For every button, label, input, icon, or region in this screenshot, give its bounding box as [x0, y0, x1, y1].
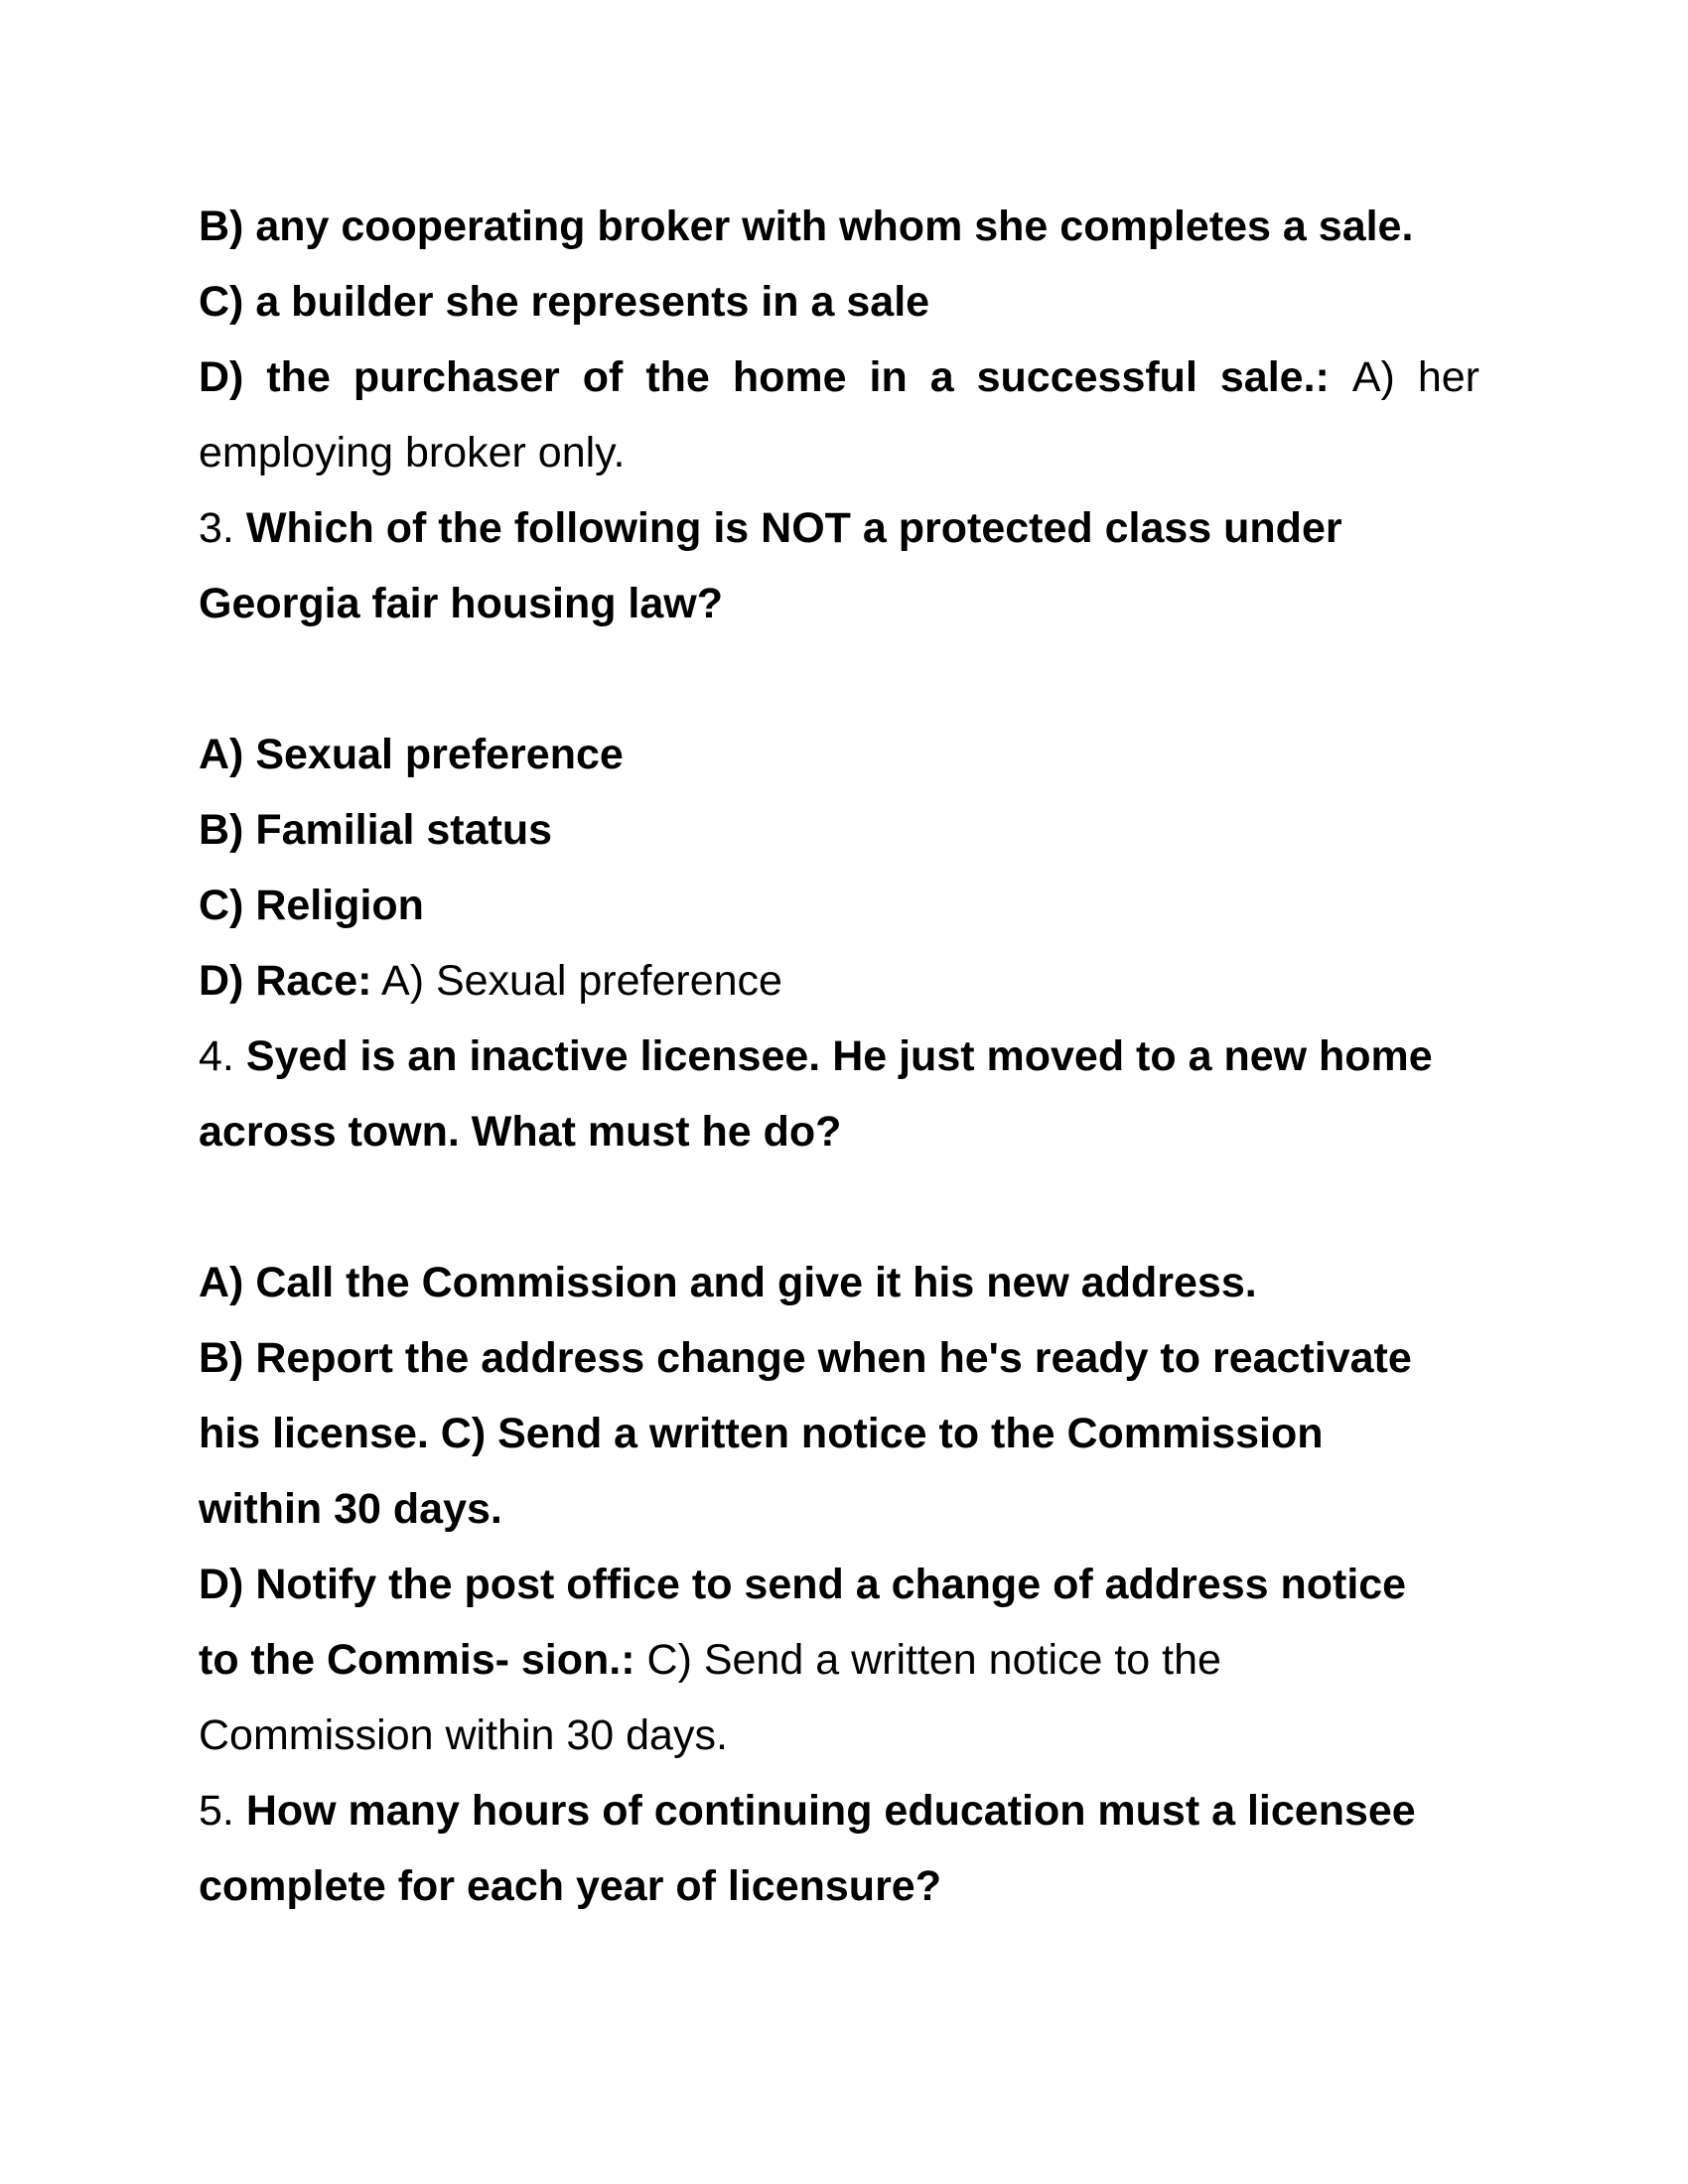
q4-question — [199, 1019, 1479, 1094]
q5-question-line1: How many hours of continuing education must a licensee — [245, 1787, 1416, 1835]
q4-number: 4. — [199, 1032, 234, 1080]
q2-option-d-word: in — [869, 353, 908, 401]
q5-question — [199, 1773, 1479, 1848]
q2-option-d-word: sale.: — [1219, 353, 1330, 401]
q2-answer-word: A) — [1351, 353, 1395, 401]
q2-option-d-word: home — [732, 353, 847, 401]
q3-question-line2: Georgia fair housing law? — [199, 580, 724, 627]
q4-option-d-with-answer — [199, 1622, 1479, 1698]
q2-option-b: B) any cooperating broker with whom she completes a sale. — [199, 203, 1414, 250]
q4-option-b-line2: his license. C) Send a written notice to the Commission — [199, 1410, 1324, 1457]
q2-option-c: C) a builder she represents in a sale — [199, 278, 930, 326]
q3-option-d: D) Race: — [199, 957, 372, 1005]
q4-question-line2: across town. What must he do? — [199, 1108, 842, 1156]
q4-option-a: A) Call the Commission and give it his new address. — [199, 1259, 1257, 1306]
q4-option-c-continued: within 30 days. — [199, 1485, 502, 1533]
q2-option-d-word: the — [645, 353, 710, 401]
q5-number: 5. — [199, 1787, 234, 1835]
q5-question-line2: complete for each year of licensure? — [199, 1862, 941, 1910]
q2-option-d-with-answer — [199, 340, 1479, 415]
q4-answer-line2: Commission within 30 days. — [199, 1711, 728, 1759]
q3-question-line1: Which of the following is NOT a protected class under — [245, 504, 1342, 552]
q3-number: 3. — [199, 504, 234, 552]
q2-option-d-word: successful — [976, 353, 1197, 401]
spacer — [199, 641, 1479, 717]
q4-option-b-line1: B) Report the address change when he's ready to reactivate — [199, 1334, 1412, 1382]
spacer — [199, 1169, 1479, 1245]
q2-option-d-word: purchaser — [352, 353, 560, 401]
q3-option-d-with-answer — [199, 943, 1479, 1019]
q4-answer-line1: C) Send a written notice to the — [646, 1636, 1221, 1684]
q2-answer-word: her — [1417, 353, 1479, 401]
q2-option-d-word: of — [582, 353, 624, 401]
q2-option-d-word: the — [266, 353, 331, 401]
q4-option-d-line2: to the Commis- sion.: — [199, 1636, 635, 1684]
q2-option-d-word: D) — [199, 353, 244, 401]
q3-option-c: C) Religion — [199, 882, 424, 929]
q3-question — [199, 490, 1479, 566]
q2-answer-continued: employing broker only. — [199, 429, 626, 477]
document-page — [199, 189, 1479, 1924]
q3-answer: A) Sexual preference — [381, 957, 782, 1005]
q4-question-line1: Syed is an inactive licensee. He just moved to a new home — [245, 1032, 1433, 1080]
q2-option-d-word: a — [929, 353, 954, 401]
q3-option-a: A) Sexual preference — [199, 731, 624, 778]
q4-option-d-line1: D) Notify the post office to send a change of address notice — [199, 1561, 1407, 1608]
q3-option-b: B) Familial status — [199, 806, 553, 854]
